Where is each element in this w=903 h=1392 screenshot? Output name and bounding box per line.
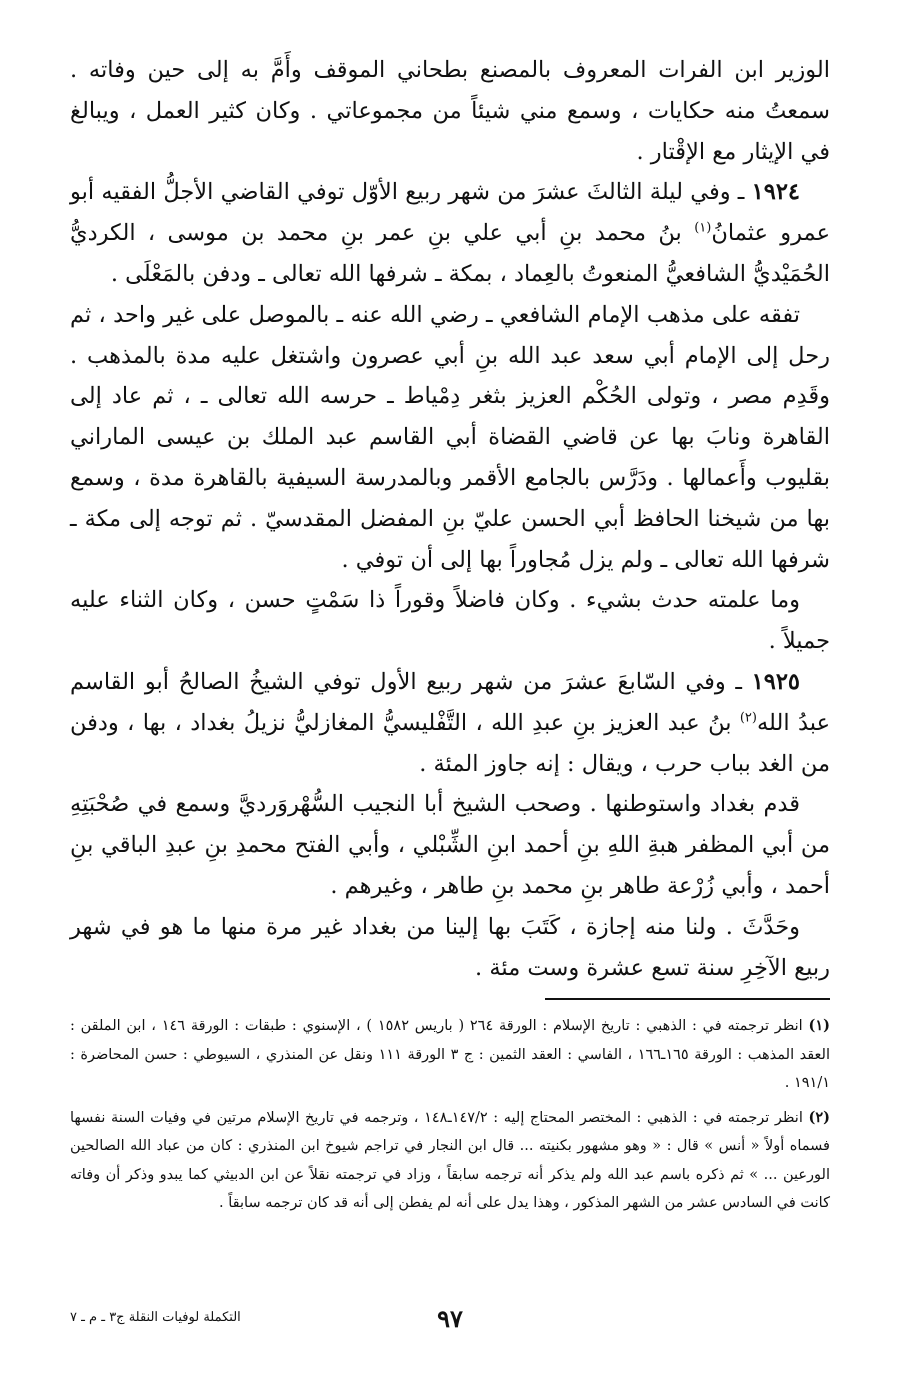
paragraph-ijaza-1925: وحَدَّثَ . ولنا منه إجازة ، كَتَبَ بها إلينا من بغداد غير مرة منها ما هو في شهر ربيع الآخِرِ سنة تسع عشرة وست مئة .: [70, 913, 830, 981]
footnote-number-1: (١): [808, 1017, 831, 1034]
paragraph-biography-1924: تفقه على مذهب الإمام الشافعي ـ رضي الله عنه ـ بالموصل على غير واحد ، ثم رحل إلى الإمام أبي سعد عبد الله بنِ أبي عصرون واشتغل عليه مدة بالمذهب . وقَدِم مصر ، وتولى الحُكْم العزيز بثغر دِمْياط ـ حرسه الله تعالى ـ ، ثم عاد إلى القاهرة ونابَ بها عن قاضي القضاة أبي القاسم عبد الملك بن عيسى الماراني بقليوب وأَعمالها . ودَرَّس بالجامع الأقمر وبالمدرسة السيفية بالقاهرة مدة ، وسمع بها من شيخنا الحافظ أبي الحسن عليّ بنِ المفضل المقدسيّ . ثم توجه إلى مكة ـ شرفها الله تعالى ـ ولم يزل مُجاوراً بها إلى أن توفي .: [70, 301, 830, 573]
paragraph-biography-1925: قدم بغداد واستوطنها . وصحب الشيخ أبا النجيب السُّهْروَرديَّ وسمع في صُحْبَتِهِ من أبي المظفر هبةِ اللهِ بنِ أحمد ابنِ الشِّبْلي ، وأبي الفتح محمدِ بنِ عبدِ الباقي بنِ أحمد ، وأبي زُرْعة طاهر بنِ محمد بنِ طاهر ، وغيرهم .: [70, 791, 830, 899]
entry-1924-text-b: بنُ محمد بنِ أبي علي بنِ عمر بنِ محمد بن موسى ، الكرديُّ الحُمَيْديُّ الشافعيُّ المنعوتُ بالعِماد ، بمكة ـ شرفها الله تعالى ـ ودفن بالمَعْلَى .: [70, 220, 830, 287]
footnotes: [70, 1012, 830, 1224]
footnote-2: [70, 1104, 830, 1218]
entry-1924-text-a: ـ وفي ليلة الثالثَ عشرَ من شهر ربيع الأوّل توفي القاضي الأجلُّ الفقيه أبو عمرو عثمانُ: [70, 179, 830, 247]
footnote-text-2: انظر ترجمته في : الذهبي : المختصر المحتاج إليه : ١٤٧/٢ـ١٤٨ ، وترجمه في تاريخ الإسلام مرتين في وفيات السنة نفسها فسماه أولاً « أنس » قال : « وهو مشهور بكنيته ... قال ابن النجار في تراجم شيوخ ابن المنذري : كان من عباد الله الصالحين الورعين ... » ثم ذكره باسم عبد الله ولم يذكر أنه ترجمه سابقاً ، وزاد في ترجمته نقلاً عن ابن الدبيثي كما يبدو وذكر أن وفاته كانت في السادس عشر من الشهر المذكور ، وهذا يدل على أنه لم يفطن إلى أنه قد كان ترجمه سابقاً .: [70, 1109, 830, 1211]
signature-mark: التكملة لوفيات النقلة ج٣ ـ م ـ ٧: [70, 1310, 241, 1325]
page-footer: [70, 1304, 830, 1334]
paragraph-continuation: الوزير ابن الفرات المعروف بالمصنع بطحاني الموقف وأَمَّ به إلى حين وفاته . سمعتُ منه حكايات ، وسمع مني شيئاً من مجموعاتي . وكان كثير العمل ، ويبالغ في الإيثار مع الإقْتار .: [70, 57, 830, 165]
footnote-ref-2: (٢): [739, 710, 757, 726]
page-number: ٩٧: [437, 1304, 463, 1333]
book-page: [70, 50, 830, 1350]
entry-1925: [70, 662, 830, 784]
footnote-text-1: انظر ترجمته في : الذهبي : تاريخ الإسلام : الورقة ٢٦٤ ( باريس ١٥٨٢ ) ، الإسنوي : طبقات : الورقة ١٤٦ ، ابن الملقن : العقد المذهب : الورقة ١٦٥ـ١٦٦ ، الفاسي : العقد الثمين : ج ٣ الورقة ١١١ ونقل عن المنذري ، السيوطي : حسن المحاضرة : ١٩١/١ .: [70, 1018, 830, 1091]
entry-1924: [70, 172, 830, 294]
entry-1925-text-a: ـ وفي السّابعَ عشرَ من شهر ربيع الأول توفي الشيخُ الصالحُ أبو القاسم عبدُ الله: [70, 668, 830, 736]
footnote-1: [70, 1012, 830, 1098]
paragraph-remark-1924: وما علمته حدث بشيء . وكان فاضلاً وقوراً ذا سَمْتٍ حسن ، وكان الثناء عليه جميلاً .: [70, 587, 830, 655]
main-text: [70, 50, 830, 988]
entry-number-1924: ١٩٢٤: [751, 179, 800, 206]
footnote-divider: [545, 998, 830, 1000]
footnote-number-2: (٢): [808, 1108, 830, 1126]
entry-1925-text-b: بنُ عبد العزيز بنِ عبدِ الله ، التَّفْليسيُّ المغازليُّ نزيلُ بغداد ، بها ، ودفن من الغد بباب حرب ، ويقال : إنه جاوز المئة .: [70, 709, 830, 777]
footnote-ref-1: (١): [694, 220, 712, 236]
entry-number-1925: ١٩٢٥: [751, 668, 800, 695]
